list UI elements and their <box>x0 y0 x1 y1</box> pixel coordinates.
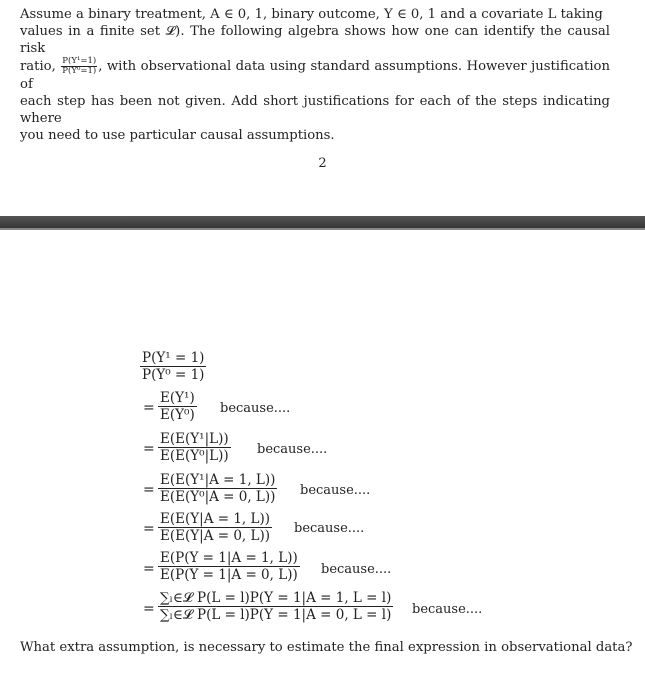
step-1-numerator: E(Y¹) <box>160 390 195 406</box>
step-1-justification: because.... <box>220 401 291 416</box>
risk-ratio-denominator: P(Y⁰=1) <box>62 66 97 76</box>
step-4-equals: = <box>143 521 155 537</box>
step-5-fraction <box>158 550 300 583</box>
final-question: What extra assumption, is necessary to estimate the final expression in observational data? <box>20 640 633 655</box>
intro-line-3-post: , with observational data using standard assumptions. However justification of <box>20 59 610 92</box>
page-number: 2 <box>318 156 327 171</box>
step-2-numerator: E(E(Y¹|L)) <box>160 431 229 447</box>
step-2-fraction <box>158 431 231 464</box>
step-3-denominator: E(E(Y⁰|A = 0, L)) <box>160 489 276 505</box>
step-4-denominator: E(E(Y|A = 0, L)) <box>160 528 271 544</box>
step-3-justification: because.... <box>300 483 371 498</box>
intro-line-1: Assume a binary treatment, A ∈ 0, 1, binary outcome, Y ∈ 0, 1 and a covariate L taking <box>20 7 603 22</box>
step-5-equals: = <box>143 561 155 577</box>
risk-ratio-numerator: P(Y¹=1) <box>62 56 97 66</box>
risk-ratio-fraction <box>61 57 97 76</box>
step-4-numerator: E(E(Y|A = 1, L)) <box>160 511 271 527</box>
step-0-denominator: P(Y⁰ = 1) <box>142 367 205 383</box>
step-6-justification: because.... <box>412 602 483 617</box>
step-0-fraction <box>140 350 206 383</box>
step-3-numerator: E(E(Y¹|A = 1, L)) <box>160 472 276 488</box>
intro-line-3-pre: ratio, <box>20 59 56 74</box>
step-4-fraction <box>158 511 272 544</box>
step-5-denominator: E(P(Y = 1|A = 0, L)) <box>160 567 298 583</box>
step-1-denominator: E(Y⁰) <box>160 407 195 423</box>
intro-line-2: values in a finite set 𝓛). The following algebra shows how one can identify the causal risk <box>20 24 610 56</box>
step-6-numerator: ∑ₗ∈𝓛 P(L = l)P(Y = 1|A = 1, L = l) <box>160 590 392 606</box>
step-5-justification: because.... <box>321 562 392 577</box>
step-0-numerator: P(Y¹ = 1) <box>142 350 205 366</box>
step-1-fraction <box>158 390 197 423</box>
step-2-denominator: E(E(Y⁰|L)) <box>160 448 229 464</box>
step-4-justification: because.... <box>294 521 365 536</box>
step-6-equals: = <box>143 601 155 617</box>
intro-line-4: each step has been not given. Add short justifications for each of the steps indicating where <box>20 94 610 126</box>
step-3-fraction <box>158 472 277 505</box>
step-5-numerator: E(P(Y = 1|A = 1, L)) <box>160 550 298 566</box>
step-1-equals: = <box>143 400 155 416</box>
step-6-denominator: ∑ₗ∈𝓛 P(L = l)P(Y = 1|A = 0, L = l) <box>160 607 392 623</box>
intro-line-5: you need to use particular causal assumptions. <box>20 128 335 143</box>
intro-line-3 <box>20 57 610 93</box>
step-3-equals: = <box>143 482 155 498</box>
step-2-justification: because.... <box>257 442 328 457</box>
step-2-equals: = <box>143 441 155 457</box>
problem-statement <box>20 6 610 144</box>
step-6-fraction <box>158 590 393 623</box>
page-divider-shadow <box>0 228 645 230</box>
